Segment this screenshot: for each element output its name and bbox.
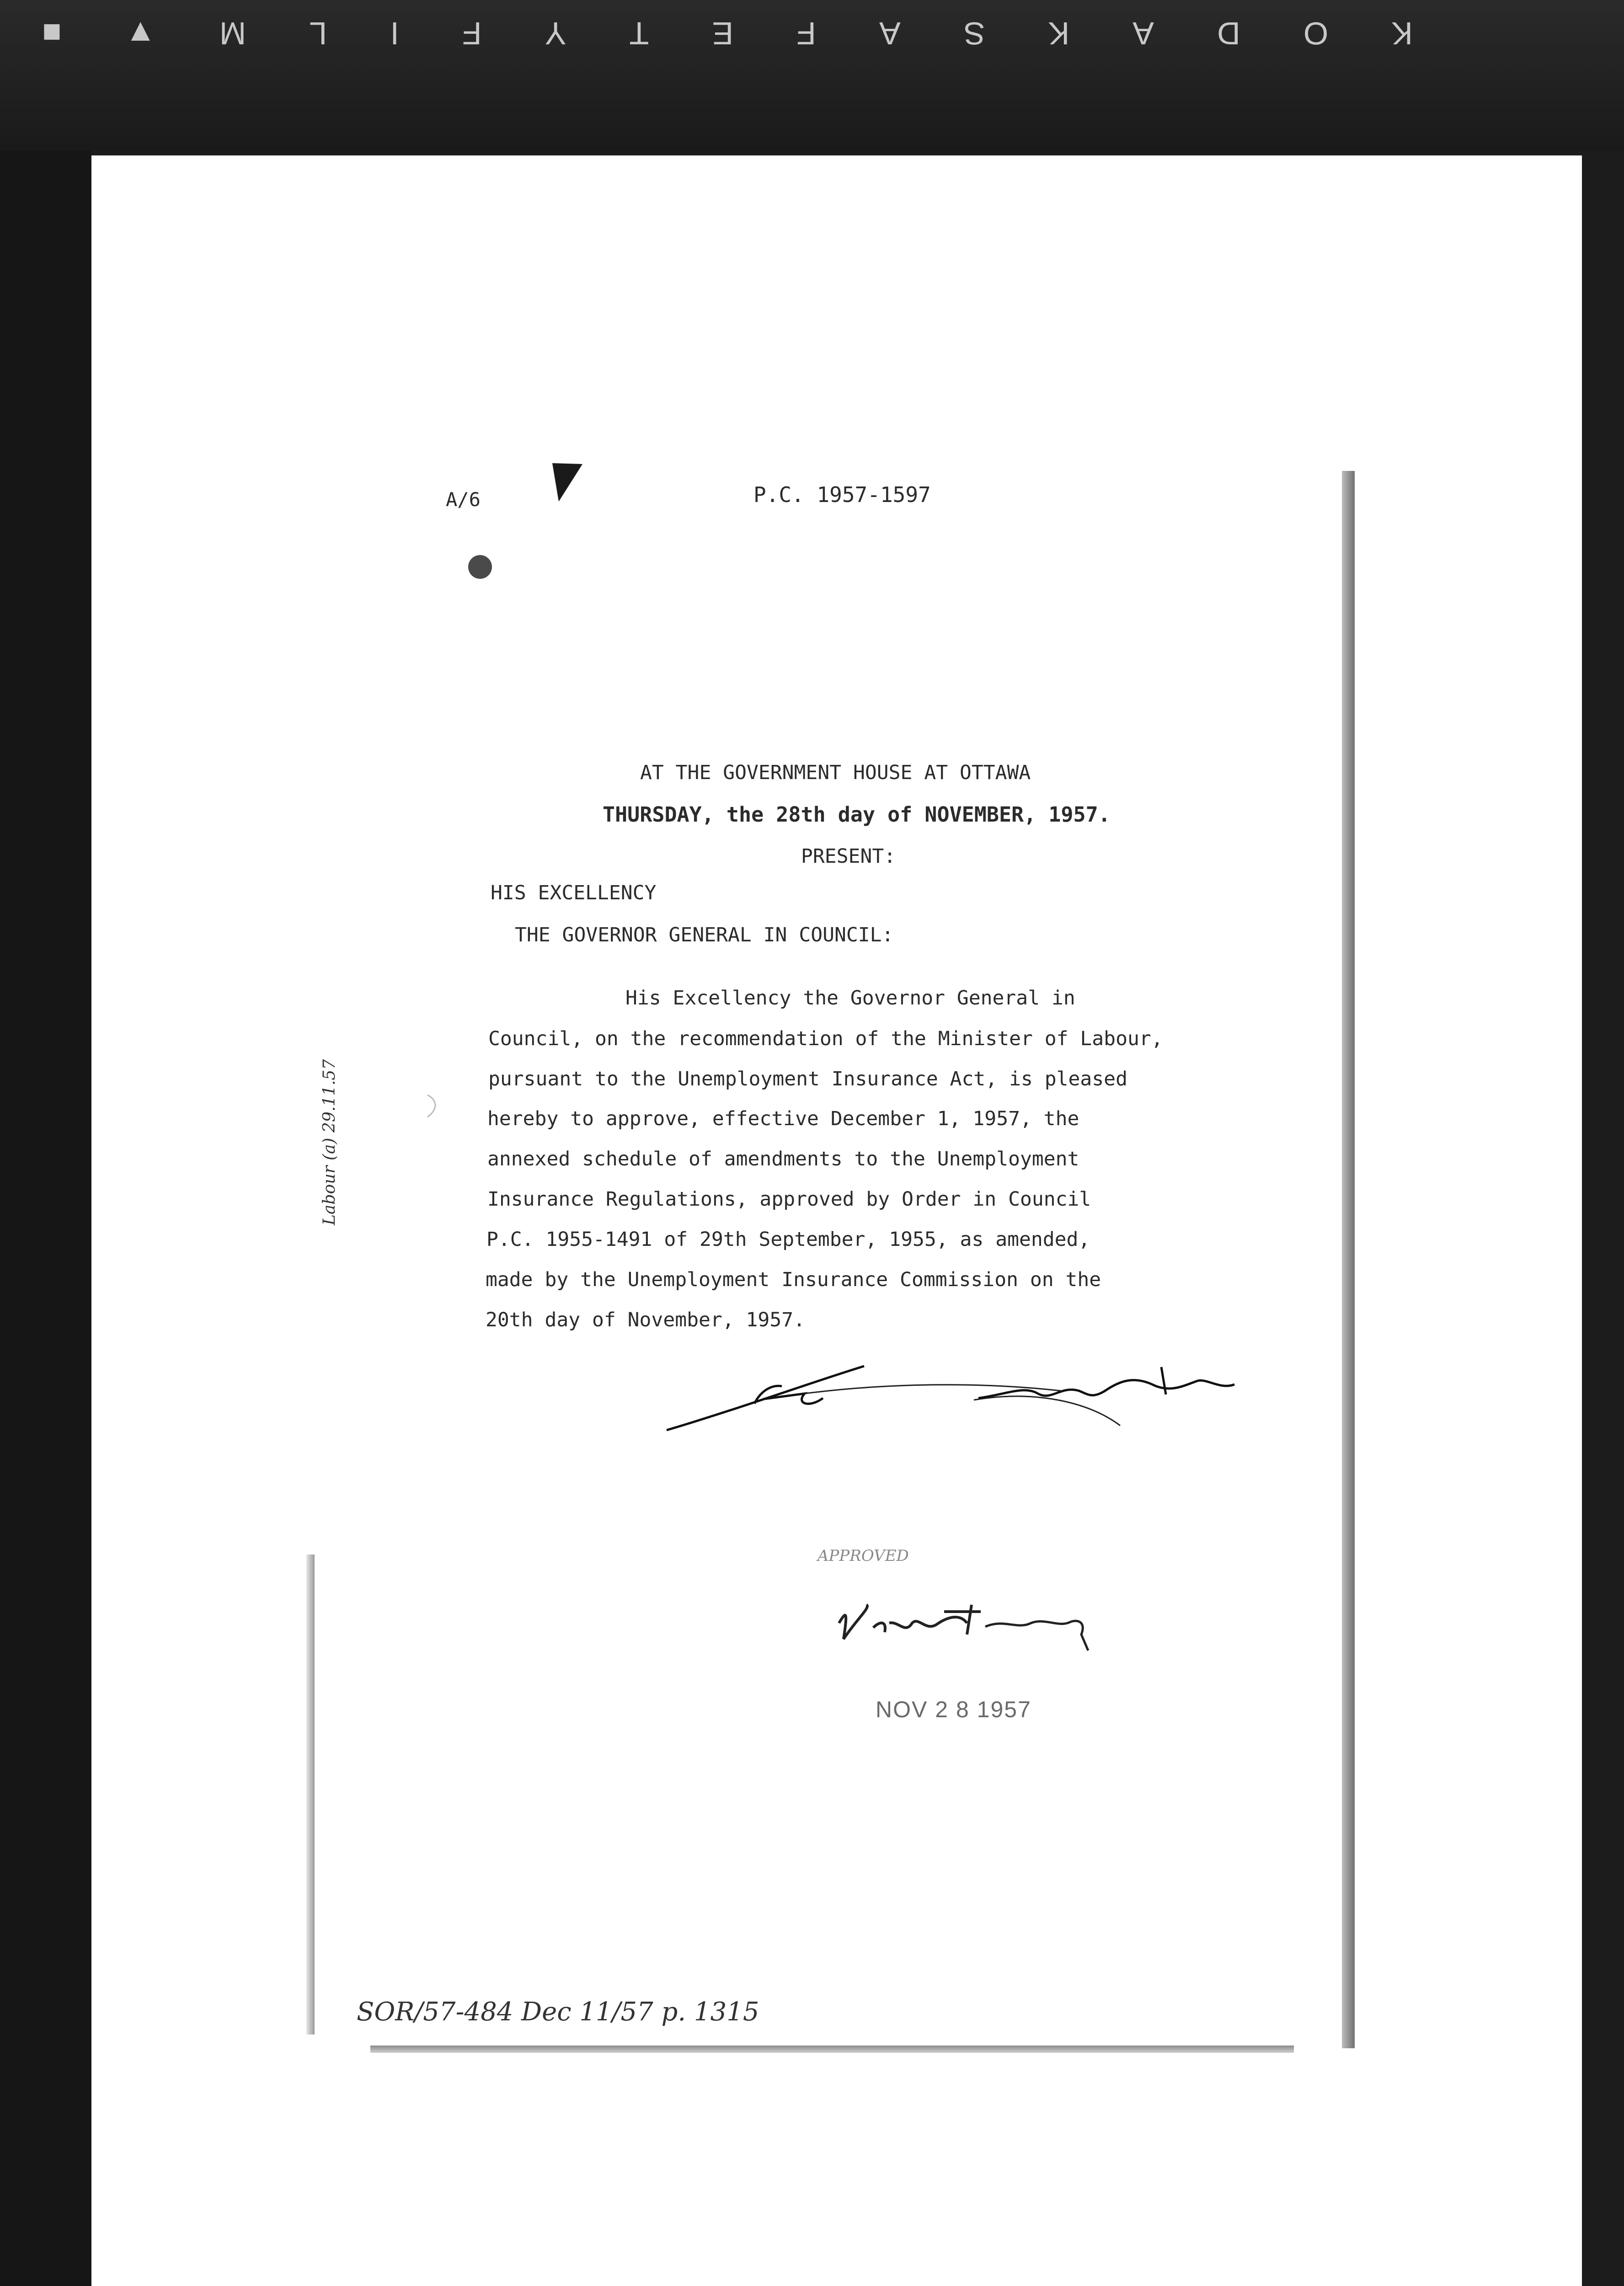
registration-annotation: SOR/57-484 Dec 11/57 p. 1315 bbox=[357, 1997, 759, 2027]
body-line: annexed schedule of amendments to the Unemployment bbox=[487, 1148, 1079, 1170]
body-line: made by the Unemployment Insurance Commission on the bbox=[486, 1268, 1101, 1291]
body-line: His Excellency the Governor General in bbox=[625, 987, 1075, 1009]
film-edge-char: E bbox=[711, 16, 734, 51]
film-edge-char: A bbox=[878, 16, 901, 51]
film-edge-char: A bbox=[1132, 16, 1154, 51]
punch-mark-icon bbox=[549, 459, 585, 505]
punch-hole-icon bbox=[466, 553, 494, 581]
film-edge-char: L bbox=[308, 16, 327, 51]
place-line: AT THE GOVERNMENT HOUSE AT OTTAWA bbox=[640, 761, 1031, 784]
film-edge-char: F bbox=[461, 16, 482, 51]
approved-text: APPROVED bbox=[817, 1547, 909, 1565]
present-label: PRESENT: bbox=[801, 845, 896, 868]
film-edge-char: M bbox=[218, 16, 246, 51]
film-edge-char: S bbox=[962, 16, 985, 51]
film-edge-char: K bbox=[1047, 16, 1070, 51]
body-line: hereby to approve, effective December 1, 1957, the bbox=[487, 1107, 1079, 1130]
body-line: Insurance Regulations, approved by Order in Council bbox=[487, 1188, 1091, 1211]
body-line: 20th day of November, 1957. bbox=[486, 1309, 805, 1331]
film-edge-code bbox=[41, 8, 1413, 59]
body-line: P.C. 1955-1491 of 29th September, 1955, as amended, bbox=[486, 1228, 1090, 1251]
date-line: THURSDAY, the 28th day of NOVEMBER, 1957. bbox=[603, 802, 1111, 827]
page-edge-shadow bbox=[1342, 471, 1355, 2048]
governor-general-signature bbox=[830, 1596, 1104, 1664]
film-edge-char: ■ bbox=[41, 16, 62, 51]
film-strip-top bbox=[0, 0, 1624, 151]
governor-signature bbox=[658, 1358, 1253, 1440]
page-edge-shadow bbox=[306, 1554, 315, 2035]
film-edge-char: T bbox=[628, 16, 649, 51]
film-edge-char: ▼ bbox=[123, 16, 156, 51]
governor-general-label: THE GOVERNOR GENERAL IN COUNCIL: bbox=[515, 924, 894, 946]
approved-label bbox=[814, 1545, 933, 1568]
film-strip-left bbox=[0, 151, 91, 2286]
his-excellency-label: HIS EXCELLENCY bbox=[491, 881, 657, 904]
page-edge-shadow bbox=[370, 2046, 1294, 2053]
film-edge-char: K bbox=[1390, 16, 1413, 51]
film-edge-char: Y bbox=[544, 16, 566, 51]
order-number: P.C. 1957-1597 bbox=[753, 482, 931, 507]
film-edge-char: I bbox=[389, 16, 399, 51]
file-code: A/6 bbox=[446, 488, 481, 511]
film-edge-char: D bbox=[1216, 16, 1240, 51]
body-line: Council, on the recommendation of the Minister of Labour, bbox=[488, 1027, 1163, 1050]
received-date-stamp: NOV 2 8 1957 bbox=[876, 1697, 1031, 1722]
pencil-mark-icon bbox=[418, 1090, 446, 1122]
document-page bbox=[91, 155, 1582, 2286]
body-line: pursuant to the Unemployment Insurance Act, is pleased bbox=[488, 1068, 1127, 1090]
margin-annotation: Labour (a) 29.11.57 bbox=[320, 1059, 339, 1225]
film-edge-char: O bbox=[1302, 16, 1329, 51]
film-edge-char: F bbox=[796, 16, 816, 51]
